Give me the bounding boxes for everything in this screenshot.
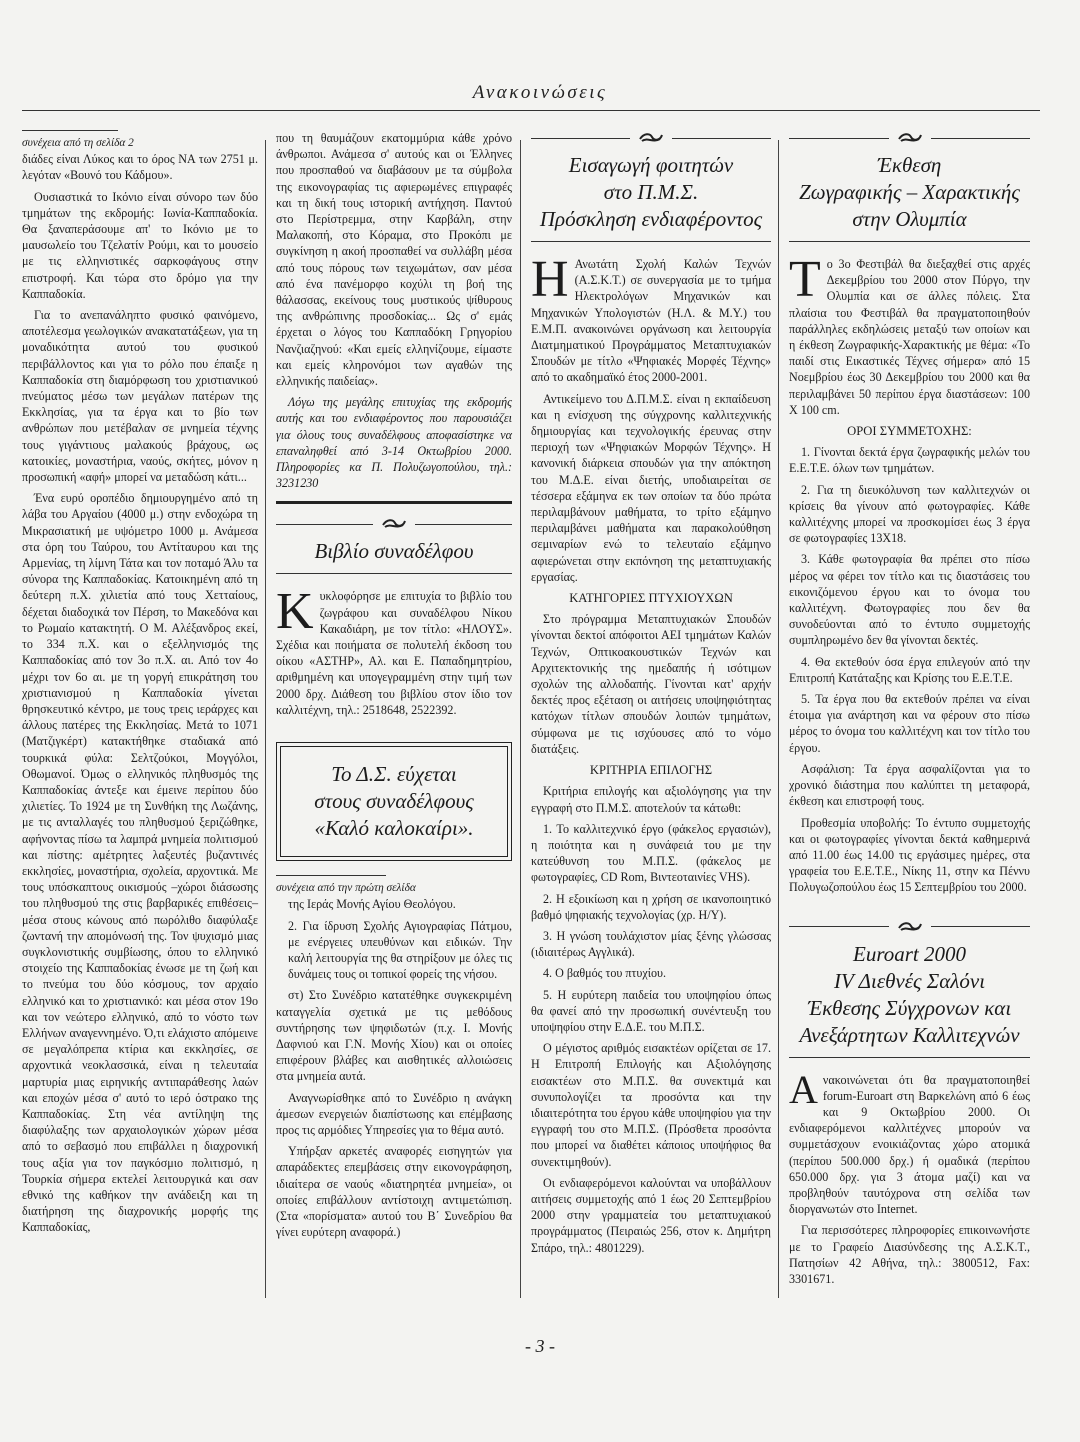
article-text: νακοινώνεται ότι θα πραγματοποιηθεί forum-Euroart στη Βαρκελώνη από 6 έως και 9 Οκτωβρίου 2000. Οι ενδιαφερόμενοι καλλιτέχνες μπορούν να συμμετάσχουν ενοικιάζοντας χώρο ατομικά (περίπου 500.000 δρχ.) ή ομαδικά (περίπου 650.000 δρχ. για 3 άτομα μαζί) και να προβληθούν ταυτόχρονα στη σελίδα των διοργανωτών στο Internet. <box>789 1072 1030 1217</box>
column-divider <box>265 140 266 1298</box>
article-title <box>789 152 1030 233</box>
title-rule <box>276 573 512 574</box>
paragraph: διάδες είναι Λύκος και το όρος ΝΑ των 2751 μ. λεγόταν «Βουνό του Κάδμου». <box>22 152 258 183</box>
ornament-rule <box>276 516 512 532</box>
paragraph: που τη θαυμάζουν εκατομμύρια κάθε χρόνο άνθρωποι. Ανάμεσα σ' αυτούς και οι Έλληνες που προσπαθού να διαβάσουν με τα σύμβολα της εικονογραφίας τις αφιερωμένες επιγραφές και τη δική τους ιστορική αντήχηση. Παντού στο Περίστρεμμα, στην Καρβάλη, στην Μαλακοπή, στο Κόραμα, στο Προκόπι με συγκίνηση η ακοή προσπαθεί να συλλάβη μέσα από τους πόρους των τειχωμάτων, σαν μέσα από ένα πανέμορφο κοχύλι τη βοή της θάλασσας, εκείνους τους μυστικούς ψίθυρους της ανθρώπινης προσδοκίας... Ως σ' εμάς έρχεται ο λόγος του Καππαδόκη Γρηγορίου Νανζιαζηνού: «Και εμείς ελληνίζουμε, είμαστε και εμείς κληρονόμοι των αγαθών της ελληνικής παιδείας». <box>276 131 512 389</box>
ornament-icon <box>897 920 923 934</box>
term-item: 5. Τα έργα που θα εκτεθούν πρέπει να είναι έτοιμα για ανάρτηση και να φέρουν στο πίσω μέρος το όνομα του καλλιτέχνη και τον τίτλο του έργου. <box>789 692 1030 755</box>
criteria-item: 4. Ο βαθμός του πτυχίου. <box>543 966 667 981</box>
column-4 <box>789 130 1030 1292</box>
paragraph: Υπήρξαν αρκετές αναφορές εισηγητών για απαράδεκτες επεμβάσεις στην εικονογράφηση, ιδιαίτερα σε ναούς «διατηρητέα μνημεία», οι οποίες επιβάλλουν αντίστοιχη αντιμετώπιση. (Στα «πορίσματα» αυτού του Β΄ Συνεδρίου θα γίνει ευρύτερη αναφορά.) <box>276 1144 512 1240</box>
term-item: 2. Για τη διευκόλυνση των καλλιτεχνών οι κρίσεις θα γίνουν από φωτογραφίες. Κάθε καλλιτέχνης μπορεί να προσκομίσει έως 3 έργα σε φωτογραφίες 13Χ18. <box>789 482 1030 546</box>
paragraph: Κριτήρια επιλογής και αξιολόγησης για την εγγραφή στο Π.Μ.Σ. αποτελούν τα κάτωθι: <box>531 784 771 815</box>
criteria-item: 3. Η γνώση τουλάχιστον μίας ξένης γλώσσας (ιδιαιτέρως Αγγλικά). <box>531 928 771 960</box>
title-line: Έκθεσης Σύγχρονων και <box>807 995 1012 1020</box>
paragraph: Αντικείμενο του Δ.Π.Μ.Σ. είναι η εκπαίδευση και η ενίσχυση της σύγχρονης καλλιτεχνικής δημιουργίας και τεχνολογικής έρευνας στην περιοχή των «Ψηφιακών Μορφών Τέχνης». Η κανονική διάρκεια σπουδών για την απόκτηση του Μ.Δ.Ε. είναι διετής, υποδιαιρείται σε τέσσερα εξάμηνα εκ των οποίων τα δύο πρώτα περιλαμβάνουν μαθήματα, το τρίτο εξάμηνο περιλαμβάνει μαθήματα και παρακολούθηση σεμιναρίων ενώ το τελευταίο εξάμηνο αφιερώνεται στην εκπόνηση της μεταπτυχιακής εργασίας. <box>531 391 771 584</box>
drop-cap: Η <box>531 251 569 308</box>
column-2 <box>276 130 512 1245</box>
article-intro <box>789 1066 1030 1218</box>
page-header <box>0 0 1080 112</box>
column-divider <box>778 140 779 1298</box>
continuation-label: συνέχεια από τη σελίδα 2 <box>22 137 134 149</box>
article-body <box>276 583 512 718</box>
continuation-rule <box>22 130 118 131</box>
greeting-box <box>276 742 512 861</box>
term-item: 3. Κάθε φωτογραφία θα πρέπει στο πίσω μέρος να φέρει τον τίτλο και τις διαστάσεις του εικονιζόμενου έργου και το όνομα του καλλιτέχνη. Φωτογραφίες που δεν θα συνοδεύονται από το έντυπο συμμετοχής συμπληρωμένο δεν θα γίνονται δεκτές. <box>789 552 1030 648</box>
paragraph: Αναγνωρίσθηκε από το Συνέδριο η ανάγκη άμεσων ενεργειών διαπίστωσης και επέμβασης προς τις αρμόδιες Υπηρεσίες για το θέμα αυτό. <box>276 1090 512 1137</box>
article-text: υκλοφόρησε με επιτυχία το βιβλίο του ζωγράφου και συναδέλφου Νίκου Κακαδιάρη, με τον τίτλο: «ΗΛΟΥΣ». Σχέδια και ποιήματα σε πολυτελή έκδοση του οίκου «ΑΣΤΗΡ», Αλ. και Ε. Παπαδημητρίου, αριθμημένη και υπογεγραμμένη στην τιμή των 2000 δρχ. Διάθεση του βιβλίου στον ίδιο τον καλλιτέχνη, τηλ.: 2518648, 2522392. <box>276 589 512 717</box>
page-number: - 3 - <box>525 1336 555 1356</box>
ornament-rule <box>789 919 1030 935</box>
title-line: Ανεξάρτητων Καλλιτεχνών <box>799 1022 1020 1047</box>
drop-cap: Α <box>789 1066 818 1112</box>
paragraph: Οι ενδιαφερόμενοι καλούνται να υποβάλλουν αιτήσεις συμμετοχής από 1 έως 20 Σεπτεμβρίου 2000 στην γραμματεία του μεταπτυχιακού προγράμματος (Πειραιώς 256, στον κ. Δημήτρη Σπάρο, τηλ.: 4801229). <box>531 1175 771 1255</box>
term-item: Προθεσμία υποβολής: Το έντυπο συμμετοχής και οι φωτογραφίες γίνονται δεκτά καθημερινά από 11.00 έως 14.00 τις εργάσιμες ημέρες, στα γραφεία του Ε.Ε.Τ.Ε., Νίκης 11, στην κα Πέννυ Πολυγωζοπούλου έως 15 Σεπτεμβρίου του 2000. <box>789 815 1030 895</box>
trip-note: Λόγω της μεγάλης επιτυχίας της εκδρομής αυτής και του ενδιαφέροντος που παρουσιάζει για όλους τους συναδέλφους αποφασίστηκε να επαναληφθεί από 3-14 Οκτωβρίου 2000. Πληροφορίες κα Π. Πολυζωγοπούλου, τηλ.: 3231230 <box>276 395 512 491</box>
article-title: Βιβλίο συναδέλφου <box>314 539 474 564</box>
subheading: ΚΑΤΗΓΟΡΙΕΣ ΠΤΥΧΙΟΥΧΩΝ <box>569 591 733 606</box>
article-text: Ανωτάτη Σχολή Καλών Τεχνών (Α.Σ.Κ.Τ.) σε συνεργασία με το τμήμα Ηλεκτρολόγων Μηχανικών και Μηχανικών Υπολογιστών (Η.Λ. & Μ.Υ.) του Ε.Μ.Π. ανακοινώνει οργάνωση και λειτουργία Διατμηματικού Προγράμματος Μεταπτυχιακών Σπουδών με τίτλο «Ψηφιακές Μορφές Τέχνης» από το ακαδημαϊκό έτος 2000-2001. <box>531 257 771 385</box>
criteria-item: 2. Η εξοικίωση και η χρήση σε ικανοποιητικό βαθμό ψηφιακής τεχνολογίας (χρ. Η/Υ). <box>531 891 771 922</box>
criteria-item: 5. Η ευρύτερη παιδεία του υποψηφίου όπως θα φανεί από την προσωπική συνέντευξη του υποψηφίου στην Ε.Δ.Ε. του Μ.Π.Σ. <box>531 987 771 1034</box>
drop-cap: Κ <box>276 583 314 641</box>
criteria-item: 1. Το καλλιτεχνικό έργο (φάκελος εργασιών), η ποιότητα και η συνάφειά του με την κατεύθυνση του Μ.Π.Σ. (φάκελος με φωτογραφίες, CD Rom, Βιντεοταινίες VHS). <box>531 821 771 885</box>
article-intro <box>789 251 1030 418</box>
ornament-rule <box>789 130 1030 146</box>
list-item: 2. Για ίδρυση Σχολής Αγιογραφίας Πάτμου, με ενέργειες υπευθύνων και ειδικών. Την καλή λειτουργία της θα στηρίξουν με όλες τις δυνάμεις τους οι τοπικοί φορείς της νήσου. <box>288 918 512 982</box>
section-title: Ανακοινώσεις <box>472 82 608 103</box>
title-line: Εισαγωγή φοιτητών <box>568 153 734 177</box>
paragraph: Ουσιαστικά το Ικόνιο είναι σύνορο των δύο τμημάτων της εκδρομής: Ιωνία-Καππαδοκία. Θα ξαναπεράσουμε απ' το Ικόνιο με το μαυσωλείο του Τζελατίν Ρούμι, και το μουσείο με τις ελληνιστικές σαρκοφάγους στην επιστροφή. Και τώρα στο δρόμο για την Καππαδοκία. <box>22 189 258 301</box>
book-article <box>276 516 512 718</box>
ornament-icon <box>897 131 923 145</box>
term-item: 4. Θα εκτεθούν όσα έργα επιλεγούν από την Επιτροπή Κατάταξης και Κρίσης του Ε.Ε.Τ.Ε. <box>789 654 1030 685</box>
paragraph: Στο πρόγραμμα Μεταπτυχιακών Σπουδών γίνονται δεκτοί απόφοιτοι ΑΕΙ τμημάτων Καλών Τεχνών, Οπτικοακουστικών Τεχνών και Αρχιτεκτονικής της ημεδαπής ή ισότιμων σχολών της αλλοδαπής. Γίνονται κατ' αρχήν δεκτές προς εξέταση οι αιτήσεις υποψηφιότητας κατόχων τίτλων σπουδών λοιπών τμημάτων, σύμφωνα με τις ισχύουσες από το νόμο διατάξεις. <box>531 612 771 756</box>
title-rule <box>531 241 771 242</box>
paragraph: Ο μέγιστος αριθμός εισακτέων ορίζεται σε 17. Η Επιτροπή Επιλογής και Αξιολόγησης εισακτέων στο Μ.Π.Σ. θα συνεκτιμά και συνυπολογίζει τα προσόντα και την ιδιαιτερότητα του έργου κάθε υποψηφίου για την εγγραφή του στο Μ.Π.Σ. (Πρόσθετα προσόντα που μπορεί να διαθέτει κάποιος υποψήφιος θα συνεκτιμηθούν). <box>531 1041 771 1169</box>
greeting-line: Το Δ.Σ. εύχεται <box>331 762 457 787</box>
paragraph: Για το ανεπανάληπτο φυσικό φαινόμενο, αποτέλεσμα γεωλογικών ανακατατάξεων, για τη μοναδικότητα αυτού του φυσικού περιβάλλοντος και για το ρόλο που έπαιξε η Καππαδοκία στη διαμόρφωση του χριστιανικού πνεύματος μέσω των μεγάλων πατέρων της Εκκλησίας, για τα έργα και το βίο των ανθρώπων που μετέβαλαν σε μνημεία τέχνης τους γιγάντιους μαλακούς βράχους, ως κατοικίες, μοναστήρια, ναούς, σκήτες, μόνον η προσωπική «αφή» μπορεί να μεταδώση κάτι... <box>22 308 258 485</box>
subheading: ΚΡΙΤΗΡΙΑ ΕΠΙΛΟΓΗΣ <box>589 763 713 778</box>
title-line: IV Διεθνές Σαλόνι <box>833 968 986 993</box>
continuation-label: συνέχεια από την πρώτη σελίδα <box>276 882 416 895</box>
list-item: της Ιεράς Μονής Αγίου Θεολόγου. <box>288 897 456 912</box>
title-line: Euroart 2000 <box>853 941 966 966</box>
title-line: στο Π.Μ.Σ. <box>603 180 699 204</box>
title-line: Έκθεση <box>877 153 942 177</box>
paragraph: στ) Στο Συνέδριο κατατέθηκε συγκεκριμένη καταγγελία σχετικά με τις μεθόδους συντήρησης των ψηφιδωτών (π.χ. Ι. Μονής Δαφνιού και Γ.Ν. Μονής Χίου) και οι οποίες επιφέρουν βλάβες και αισθητικές αλλοιώσεις στα μνημεία αυτά. <box>276 988 512 1084</box>
continuation-rule <box>276 875 386 876</box>
greeting-line: «Καλό καλοκαίρι». <box>314 816 474 841</box>
paragraph: Ένα ευρύ οροπέδιο δημιουργημένο από τη λάβα του Αργαίου (4000 μ.) στην ενδοχώρα τη Μικρασιατική με υψόμετρο 1000 μ. Ανάμεσα στα όρη του Ταύρου, του Αντίταυρου και της Αρμενίας, τη λίμνη Τάτα και τον ποταμό Άλυ τα σύνορα της Καππαδοκίας. Κατοικημένη από τη δεύτερη π.Χ. χιλιετία από τους Χετταίους, δέχεται διαδοχικά τον Πέρση, το Μακεδόνα και το Ρωμαίο κατακτητή. Ο Μ. Αλέξανδρος εκεί, το 334 π.Χ. και ο εξελληνισμός της Καππαδοκίας από τον 3ο π.Χ. αι. Από τον 4ο μέχρι τον 6ο αι. με τη γοργή επικράτηση του χριστιανισμού η Καππαδοκία γίνεται θρησκευτικό κέντρο, με τους τρεις ιεράρχες και άλλους πατέρες της Εκκλησίας. Μετά το 1071 (Ματζιγκέρτ) κατακτήθηκε σταδιακά από τουρκικά φύλα: Σελτζούκοι, Μογγόλοι, Οθωμανοί. Όμως ο ελληνικός πληθυσμός της Καππαδοκίας άντεξε και έμεινε περίπου δύο χιλιετίες. Το 1924 με τη Συνθήκη της Λωζάνης, με τις ανταλλαγές του πληθυσμού ξεριζώθηκε, αφήνοντας πίσω τα λαμπρά μνημεία πολιτισμού και πίστης: αμέτρητες λαξευτές βυζαντινές εκκλησίες, μοναστήρια, σχολεία, αρχοντικά. Με τους υπόσκαπτους οικισμούς –χώροι διάσωσης του πληθυσμού της στις βαρβαρικές επιθέσεις– μέσα στους κώνους από πωρόλιθο διαφύλαξε ζωντανή την απομόνωσή της. Τον ψυχισμό μιας συγκλονιστικής συμβίωσης, όπου το ελληνικό στοιχείο της Καππαδοκίας ένωσε με τη ζωή και το πνεύμα του δύο κόσμους, τον αρχαίο ελληνικό και το χριστιανικό: και μέσα στον 19ο και τον νεώτερο ελληνικό, από το νόστο των Ελλήνων αναγεννημένο. Ό,τι ελάχιστο απόμεινε σε μεγαλόπρεπα κτίρια και εκκλησίες, σε αρχοντικά νεοκλασσικά, είναι η τελευταία μαρτυρία μιας ειρηνικής αντιπαράθεσης λαών και εποχών μέσα σ' αυτό το ιερό όστρακο της Καππαδοκίας. Στη νέα αντίληψη της διαφύλαξης των αρχαιολογικών χώρων μέσα από το σεβασμό που επιβάλλει η διαχρονική τους αξία για τον παγκόσμιο πολιτισμό, η Τουρκία σήμερα εκτελεί λειτουργικά και σαν εθνικό της καθήκον την ανάδειξη και τη διατήρηση της διαχρονικής μορφής της Καππαδοκίας, <box>22 491 258 1235</box>
term-item: 1. Γίνονται δεκτά έργα ζωγραφικής μελών του Ε.Ε.Τ.Ε. όλων των τμημάτων. <box>789 445 1030 476</box>
title-line: Πρόσκληση ενδιαφέροντος <box>539 207 763 231</box>
column-divider <box>520 140 521 1298</box>
section-rule <box>276 501 512 504</box>
column-3 <box>531 130 771 1261</box>
ornament-icon <box>638 131 664 145</box>
title-line: στην Ολυμπία <box>852 207 967 231</box>
header-rule <box>22 110 1040 111</box>
title-line: Ζωγραφικής – Χαρακτικής <box>799 180 1020 204</box>
subheading: ΟΡΟΙ ΣΥΜΜΕΤΟΧΗΣ: <box>847 424 972 439</box>
column-1 <box>22 130 258 1241</box>
title-rule <box>789 241 1030 242</box>
ornament-rule <box>531 130 771 146</box>
title-rule <box>789 1057 1030 1058</box>
article-title <box>789 941 1030 1049</box>
term-item: Ασφάλιση: Τα έργα ασφαλίζονται για το χρονικό διάστημα που καλύπτει τη μεταφορά, έκθεση και επιστροφή τους. <box>789 761 1030 809</box>
ornament-icon <box>381 517 407 531</box>
article-intro <box>531 251 771 386</box>
article-text: ο 3ο Φεστιβάλ θα διεξαχθεί στις αρχές Δεκεμβρίου του 2000 στον Πύργο, την Ολυμπία και σε άλλες πόλεις. Στα πλαίσια του Φεστιβάλ θα πραγματοποιηθούν παράλληλες εκδηλώσεις μεταξύ των οποίων και η έκθεση Ζωγραφικής-Χαρακτικής με θέμα: «Το παιδί στις Εικαστικές Τέχνες σήμερα» από 15 Νοεμβρίου έως 30 Δεκεμβρίου του 2000 και θα περιλαμβάνει 50 περίπου έργα διαστάσεων: 100 Χ 100 cm. <box>789 257 1030 417</box>
drop-cap: Τ <box>789 251 821 308</box>
greeting-line: στους συναδέλφους <box>314 789 474 814</box>
article-title <box>531 152 771 233</box>
paragraph: Για περισσότερες πληροφορίες επικοινωνήστε με το Γραφείο Διασύνδεσης της Α.Σ.Κ.Τ., Πατησίων 42 Αθήνα, τηλ.: 3800512, Fax: 3301671. <box>789 1223 1030 1286</box>
